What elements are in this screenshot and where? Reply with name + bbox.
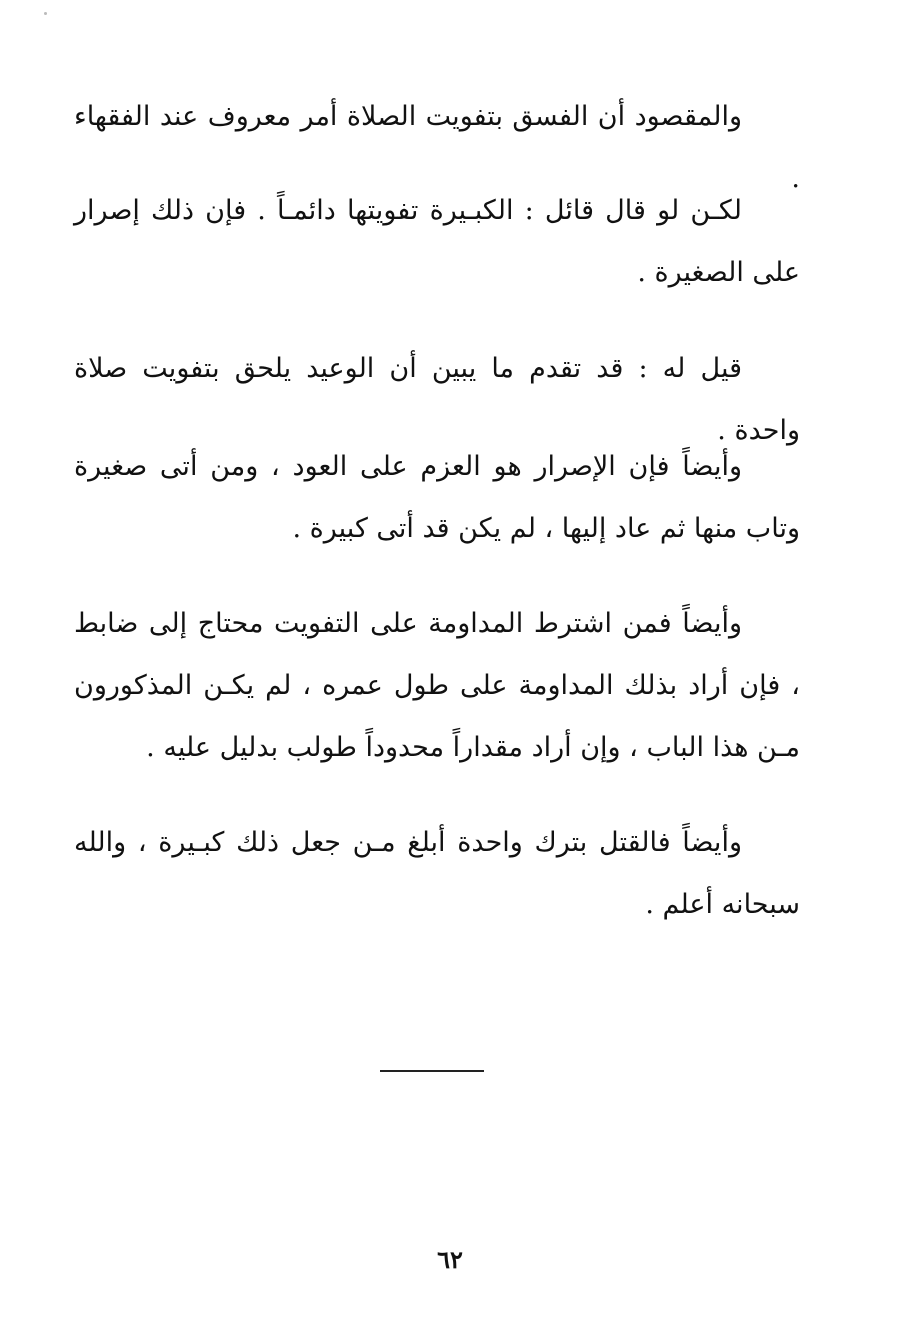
paragraph-text: وأيضاً فمن اشترط المداومة على التفويت محتاج إلى ضابط ، فإن أراد بذلك المداومة على طول عمره ، لم يكـن المذكورون مـن هذا الباب ، وإن أراد مقداراً محدوداً طولب بدليل عليه .: [74, 608, 800, 763]
paragraph-6: [74, 812, 800, 936]
scan-speck: [44, 12, 47, 15]
paragraph-4: [74, 436, 800, 560]
paragraph-5: [74, 593, 800, 779]
paragraph-text: وأيضاً فالقتل بترك واحدة أبلغ مـن جعل ذلك كبـيرة ، والله سبحانه أعلم .: [74, 827, 800, 920]
paragraph-text: قيل له : قد تقدم ما يبين أن الوعيد يلحق بتفويت صلاة واحدة .: [74, 353, 800, 446]
paragraph-text: وأيضاً فإن الإصرار هو العزم على العود ، ومن أتى صغيرة وتاب منها ثم عاد إليها ، لم يكن قد أتى كبيرة .: [74, 451, 800, 544]
page-number: ٦٢: [437, 1245, 463, 1274]
paragraph-2: [74, 180, 800, 304]
paragraph-text: لكـن لو قال قائل : الكبـيرة تفويتها دائمـاً . فإن ذلك إصرار على الصغيرة .: [74, 195, 800, 288]
section-divider: [380, 1070, 484, 1072]
paragraph-text: والمقصود أن الفسق بتفويت الصلاة أمر معروف عند الفقهاء .: [74, 101, 800, 194]
